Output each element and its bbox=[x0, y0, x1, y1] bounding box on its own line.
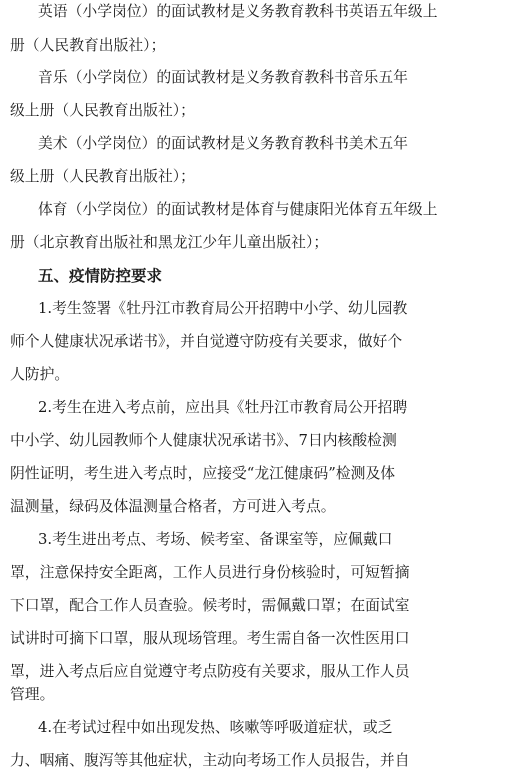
text-line: 温测量，绿码及体温测量合格者，方可进入考点。 bbox=[10, 498, 336, 515]
text-line: 级上册（人民教育出版社）； bbox=[10, 168, 195, 185]
text-line: 中小学、幼儿园教师个人健康状况承诺书》、7日内核酸检测 bbox=[10, 432, 397, 449]
text-line: 英语（小学岗位）的面试教材是义务教育教科书英语五年级上 bbox=[38, 3, 438, 20]
section-heading: 五、疫情防控要求 bbox=[38, 267, 163, 285]
text-line: 人防护。 bbox=[10, 366, 70, 383]
text-line: 下口罩，配合工作人员查验。候考时，需佩戴口罩；在面试室 bbox=[10, 597, 410, 614]
text-line: 册（人民教育出版社）； bbox=[10, 37, 166, 54]
text-line: 1.考生签署《牡丹江市教育局公开招聘中小学、幼儿园教 bbox=[38, 300, 408, 317]
text-line: 管理。 bbox=[10, 686, 55, 703]
text-line: 罩，进入考点后应自觉遵守考点防疫有关要求，服从工作人员 bbox=[10, 663, 410, 680]
text-line: 阴性证明，考生进入考点时，应接受“龙江健康码”检测及体 bbox=[10, 465, 396, 482]
text-line: 级上册（人民教育出版社）； bbox=[10, 102, 195, 119]
text-line: 试讲时可摘下口罩，服从现场管理。考生需自备一次性医用口 bbox=[10, 630, 410, 647]
text-line: 力、咽痛、腹泻等其他症状，主动向考场工作人员报告，并自 bbox=[10, 752, 410, 769]
text-line: 体育（小学岗位）的面试教材是体育与健康阳光体育五年级上 bbox=[38, 201, 438, 218]
text-line: 美术（小学岗位）的面试教材是义务教育教科书美术五年 bbox=[38, 135, 408, 152]
text-line: 4.在考试过程中如出现发热、咳嗽等呼吸道症状，或乏 bbox=[38, 719, 393, 736]
text-line: 罩，注意保持安全距离，工作人员进行身份核验时，可短暂摘 bbox=[10, 564, 410, 581]
text-line: 3.考生进出考点、考场、候考室、备课室等，应佩戴口 bbox=[38, 531, 393, 548]
text-line: 音乐（小学岗位）的面试教材是义务教育教科书音乐五年 bbox=[38, 69, 408, 86]
text-line: 师个人健康状况承诺书》，并自觉遵守防疫有关要求，做好个 bbox=[10, 333, 403, 350]
text-line: 2.考生在进入考点前，应出具《牡丹江市教育局公开招聘 bbox=[38, 399, 408, 416]
text-line: 册（北京教育出版社和黑龙江少年儿童出版社）； bbox=[10, 234, 329, 251]
